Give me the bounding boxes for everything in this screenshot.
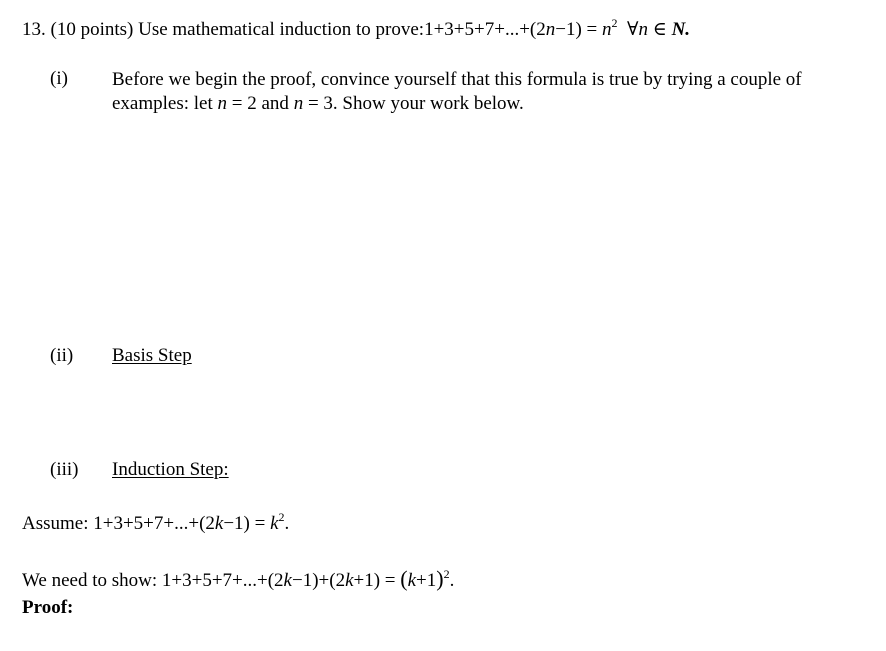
formula-rhs-var: n (602, 19, 612, 40)
assume-expr-a: 1+3+5+7+...+(2 (93, 513, 215, 534)
show-expression (161, 566, 455, 591)
assume-rhs-exponent: 2 (278, 510, 285, 524)
show-exponent: 2 (443, 567, 450, 581)
part-i-line-2-a: examples: let (112, 92, 218, 114)
assume-var: k (214, 513, 224, 534)
assume-rhs-var: k (270, 513, 279, 534)
show-expr-d: +1 (416, 570, 437, 591)
show-label: We need to show: (22, 570, 162, 591)
formula-rhs-exponent: 2 (611, 16, 618, 30)
basis-step-heading: Basis Step (112, 345, 192, 366)
part-i-var-2: n (293, 92, 304, 114)
forall-symbol: ∀ (627, 19, 639, 40)
proof-label: Proof: (22, 597, 74, 618)
show-line (22, 566, 454, 593)
formula-lhs: 1+3+5+7+...+(2 (424, 19, 546, 40)
show-var-1: k (283, 570, 292, 591)
formula-var: n (545, 19, 556, 40)
part-i-label: (i) (50, 68, 68, 89)
induction-step-heading: Induction Step: (112, 459, 229, 480)
part-i-line-1: Before we begin the proof, convince yourself that this formula is true by trying a couple of (112, 69, 802, 90)
assume-line (22, 510, 289, 536)
problem-prompt: Use mathematical induction to prove: (138, 19, 425, 40)
part-i-eq-2: = 3. Show your work below. (303, 92, 524, 114)
show-end: . (449, 570, 455, 591)
element-of-symbol: ∈ (652, 19, 667, 40)
show-expr-a: 1+3+5+7+...+(2 (161, 570, 284, 591)
problem-formula (424, 16, 618, 40)
show-paren-close: ) (436, 566, 444, 591)
part-i-eq-1: = 2 and (227, 92, 294, 114)
show-paren-open: ( (400, 566, 408, 591)
assume-expr-b: −1) = (223, 513, 271, 534)
part-ii-label: (ii) (50, 345, 74, 366)
assume-expression (93, 510, 290, 534)
part-iii-label: (iii) (50, 459, 79, 480)
part-i-line-2 (112, 92, 802, 116)
show-var-3: k (407, 570, 417, 591)
show-var-2: k (345, 570, 354, 591)
problem-number: 13. (22, 19, 46, 40)
formula-mid: −1) = (555, 19, 603, 40)
forall-var: n (638, 19, 648, 40)
assume-label: Assume: (22, 513, 94, 534)
problem-statement (22, 16, 690, 42)
assume-end: . (284, 513, 290, 534)
show-expr-c: +1) = (353, 570, 401, 591)
part-i-var-1: n (217, 92, 228, 114)
part-i-text (112, 68, 802, 116)
show-expr-b: −1)+(2 (291, 570, 346, 591)
problem-points: (10 points) (50, 19, 134, 40)
natural-numbers-set: N. (671, 19, 691, 40)
